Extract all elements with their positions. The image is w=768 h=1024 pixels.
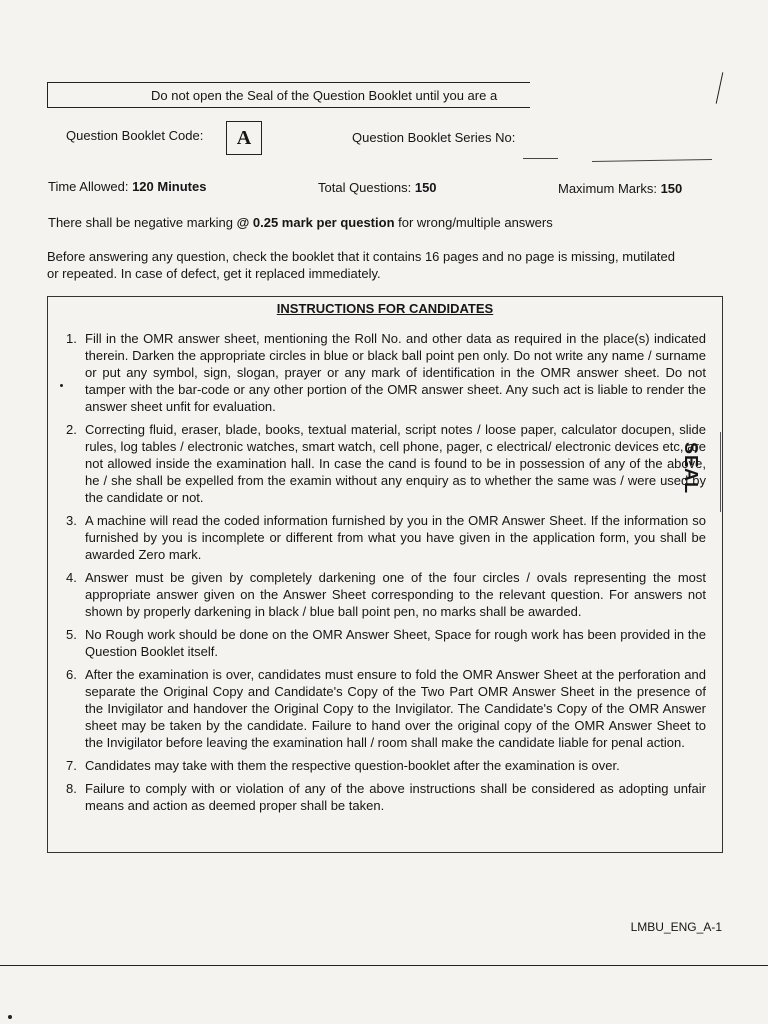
maximum-marks bbox=[558, 181, 682, 196]
negative-post: for wrong/multiple answers bbox=[394, 215, 553, 230]
item-text: After the examination is over, candidates must ensure to fold the OMR Answer Sheet at the perforation and separate the Original Copy and Candidate's Copy of the Two Part OMR Answer Sheet in the presence of the Invigilator and handover the Original Copy to the Invigilator. The Candidate's Copy of the OMR Answer sheet may be taken by the candidate. Failure to hand over the original copy of the OMR Answer Sheet to the Invigilator before leaving the examination hall / room shall make the candidate liable for penal action. bbox=[85, 667, 706, 750]
page-bottom-rule bbox=[0, 965, 768, 966]
instructions-title: INSTRUCTIONS FOR CANDIDATES bbox=[276, 301, 494, 316]
seal-warning-banner bbox=[47, 82, 530, 108]
item-number: 3. bbox=[66, 513, 77, 528]
check-booklet-paragraph: Before answering any question, check the booklet that it contains 16 pages and no page is missing, mutilated or repeated. In case of defect, get it replaced immediately. bbox=[47, 249, 675, 281]
instruction-item bbox=[60, 330, 706, 415]
time-label: Time Allowed: bbox=[48, 179, 129, 194]
total-questions bbox=[318, 180, 437, 195]
item-text: A machine will read the coded information furnished by you in the OMR Answer Sheet. If the information so furnished by you is incomplete or different from what you have given in the application form, you shall be awarded Zero mark. bbox=[85, 513, 706, 562]
item-text: Candidates may take with them the respective question-booklet after the examination is over. bbox=[85, 758, 620, 773]
seal-label: SEAL bbox=[681, 442, 701, 495]
instruction-item bbox=[60, 666, 706, 751]
instructions-box bbox=[47, 296, 723, 853]
instruction-item bbox=[60, 421, 706, 506]
stray-mark bbox=[60, 384, 63, 387]
item-number: 5. bbox=[66, 627, 77, 642]
item-number: 8. bbox=[66, 781, 77, 796]
booklet-code-box: A bbox=[226, 121, 262, 155]
item-number: 1. bbox=[66, 331, 77, 346]
instruction-item bbox=[60, 569, 706, 620]
marks-value: 150 bbox=[660, 181, 683, 196]
instructions-list bbox=[60, 330, 706, 820]
series-blank-line-2 bbox=[592, 159, 712, 162]
seal-edge-line bbox=[720, 432, 721, 512]
stray-mark bbox=[8, 1015, 12, 1019]
marks-label: Maximum Marks: bbox=[558, 181, 657, 196]
item-text: Answer must be given by completely darkening one of the four circles / ovals representing the most appropriate answer given on the Answer Sheet corresponding to the relevant question. For answers not shown by properly darkening in black / blue ball point pen, no marks shall be awarded. bbox=[85, 570, 706, 619]
instruction-item bbox=[60, 780, 706, 814]
negative-bold: @ 0.25 mark per question bbox=[236, 215, 395, 230]
series-label: Question Booklet Series No: bbox=[352, 130, 516, 145]
item-text: Correcting fluid, eraser, blade, books, textual material, script notes / loose paper, calculator docupen, slide rules, log tables / electronic watches, smart watch, cell phone, pager, c electrical/ electronic devices etc, are not allowed inside the examination hall. In case the cand is found to be in possession of any of the above, he / she shall be expelled from the examin without any enquiry as to whether the same was / were used by the candidate or not. bbox=[85, 422, 706, 505]
page-code: LMBU_ENG_A-1 bbox=[630, 920, 722, 934]
total-label: Total Questions: bbox=[318, 180, 412, 195]
total-value: 150 bbox=[414, 180, 437, 195]
item-text: Failure to comply with or violation of any of the above instructions shall be considered as adopting unfair means and action as deemed proper shall be taken. bbox=[85, 781, 706, 813]
negative-pre: There shall be negative marking bbox=[48, 215, 237, 230]
time-value: 120 Minutes bbox=[132, 179, 207, 194]
item-number: 6. bbox=[66, 667, 77, 682]
banner-text: Do not open the Seal of the Question Booklet until you are a bbox=[151, 88, 498, 103]
series-blank-line bbox=[523, 158, 558, 159]
instruction-item bbox=[60, 626, 706, 660]
item-number: 4. bbox=[66, 570, 77, 585]
item-number: 2. bbox=[66, 422, 77, 437]
item-text: Fill in the OMR answer sheet, mentioning the Roll No. and other data as required in the place(s) indicated therein. Darken the appropriate circles in blue or black ball point pen only. Do not write any name / surname or put any symbol, sign, slogan, prayer or any mark of identification in the OMR answer sheet. Do not tamper with the bar-code or any other portion of the OMR answer sheet. Any such act is liable to render the answer sheet unfit for evaluation. bbox=[85, 331, 706, 414]
instruction-item bbox=[60, 757, 706, 774]
instruction-item bbox=[60, 512, 706, 563]
booklet-code-label: Question Booklet Code: bbox=[66, 128, 204, 143]
time-allowed bbox=[48, 179, 206, 194]
pen-mark bbox=[716, 72, 724, 104]
negative-marking-note bbox=[48, 215, 553, 230]
item-text: No Rough work should be done on the OMR Answer Sheet, Space for rough work has been provided in the Question Booklet itself. bbox=[85, 627, 706, 659]
item-number: 7. bbox=[66, 758, 77, 773]
